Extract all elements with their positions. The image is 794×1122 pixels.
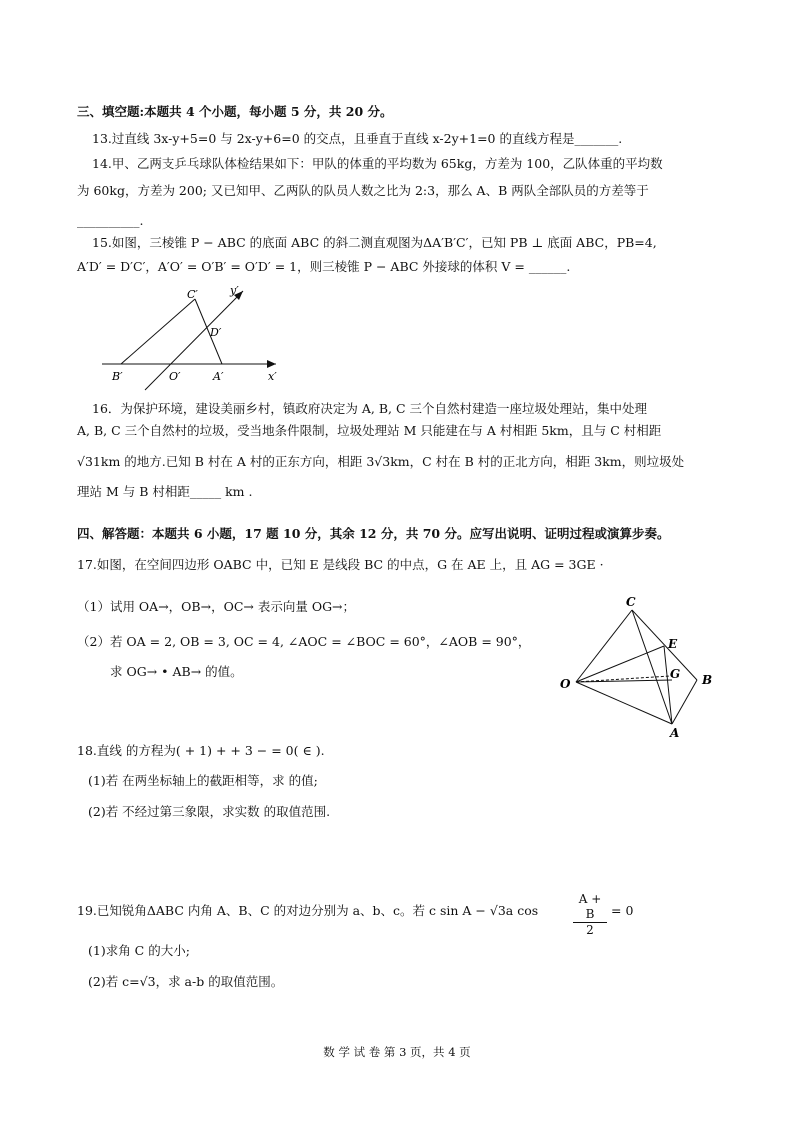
segment-b-c: [121, 299, 195, 364]
label-g: G: [670, 667, 681, 681]
label-o: O: [560, 677, 571, 691]
figure-17-tetrahedron: [552, 594, 722, 740]
question-17-part1: （1）试用 OA→，OB→，OC→ 表示向量 OG→；: [77, 599, 356, 614]
question-17-part2-line1: （2）若 OA = 2, OB = 3, OC = 4, ∠AOC = ∠BOC = 60°，∠AOB = 90°，: [77, 634, 531, 649]
question-19-line1: 19.已知锐角ΔABC 内角 A、B、C 的对边分别为 a、b、c。若 c sin A − √3a cos: [77, 903, 539, 918]
figure-15-oblique-triangle: [100, 282, 290, 394]
fraction-denominator: 2: [586, 923, 594, 937]
question-14-line2: 为 60kg，方差为 200; 又已知甲、乙两队的队员人数之比为 2:3，那么 A、B 两队全部队员的方差等于: [77, 183, 649, 198]
question-19-part2: (2)若 c=√3，求 a-b 的取值范围。: [88, 974, 284, 989]
edge-c-b: [632, 610, 697, 680]
question-17-part2-line2: 求 OG→ • AB→ 的值。: [110, 664, 243, 679]
edge-o-c: [576, 610, 632, 682]
label-x-prime: x′: [268, 370, 277, 383]
y-axis-line: [145, 291, 243, 390]
question-16-line1: 16．为保护环境，建设美丽乡村，镇政府决定为 A, B, C 三个自然村建造一座垃圾处理站，集中处理: [92, 401, 648, 416]
label-a: A: [670, 726, 680, 740]
fraction-numerator: A + B: [573, 892, 607, 923]
question-17-line1: 17.如图，在空间四边形 OABC 中，已知 E 是线段 BC 的中点，G 在 AE 上，且 AG = 3GE ·: [77, 557, 604, 572]
edge-b-a: [672, 680, 697, 724]
question-19-tail: = 0: [611, 903, 634, 918]
section3-heading: 三、填空题:本题共 4 个小题，每小题 5 分，共 20 分。: [77, 104, 393, 119]
question-19-fraction: [573, 892, 607, 938]
label-d-prime: D′: [210, 326, 222, 339]
label-c-prime: C′: [187, 288, 198, 301]
question-15-line2: A′D′ = D′C′，A′O′ = O′B′ = O′D′ = 1，则三棱锥 P − ABC 外接球的体积 V = ______.: [77, 259, 571, 274]
label-b-prime: B′: [112, 370, 123, 383]
edge-o-a: [576, 682, 672, 724]
question-13: 13.过直线 3x-y+5=0 与 2x-y+6=0 的交点，且垂直于直线 x-2y+1=0 的直线方程是_______.: [92, 131, 623, 146]
section4-heading: 四、解答题：本题共 6 小题，17 题 10 分，其余 12 分，共 70 分。应写出说明、证明过程或演算步奏。: [77, 526, 670, 541]
question-16-line2: A, B, C 三个自然村的垃圾，受当地条件限制，垃圾处理站 M 只能建在与 A 村相距 5km，且与 C 村相距: [77, 423, 662, 438]
label-e: E: [668, 637, 678, 651]
x-axis-arrow: [267, 360, 276, 368]
question-18-part1: (1)若 在两坐标轴上的截距相等，求 的值;: [88, 773, 318, 788]
question-18-line1: 18.直线 的方程为( + 1) + + 3 − = 0( ∈ ).: [77, 743, 325, 758]
question-14-blank: __________.: [77, 213, 144, 228]
question-19-part1: (1)求角 C 的大小;: [88, 943, 190, 958]
page-footer: 数 学 试 卷 第 3 页，共 4 页: [323, 1045, 471, 1059]
label-o-prime: O′: [169, 370, 181, 383]
question-18-part2: (2)若 不经过第三象限，求实数 的取值范围.: [88, 804, 331, 819]
question-14-line1: 14.甲、乙两支乒乓球队体检结果如下：甲队的体重的平均数为 65kg，方差为 100，乙队体重的平均数: [92, 156, 663, 171]
label-a-prime: A′: [213, 370, 224, 383]
question-16-line4: 理站 M 与 B 村相距_____ km .: [77, 484, 253, 499]
question-16-line3: √31km 的地方.已知 B 村在 A 村的正东方向，相距 3√3km，C 村在 B 村的正北方向，相距 3km，则垃圾处: [77, 454, 685, 469]
label-y-prime: y′: [230, 284, 239, 297]
label-b: B: [702, 673, 713, 687]
label-c: C: [626, 595, 636, 609]
question-15-line1: 15.如图，三棱锥 P − ABC 的底面 ABC 的斜二测直观图为ΔA′B′C′，已知 PB ⊥ 底面 ABC，PB=4,: [92, 235, 657, 250]
